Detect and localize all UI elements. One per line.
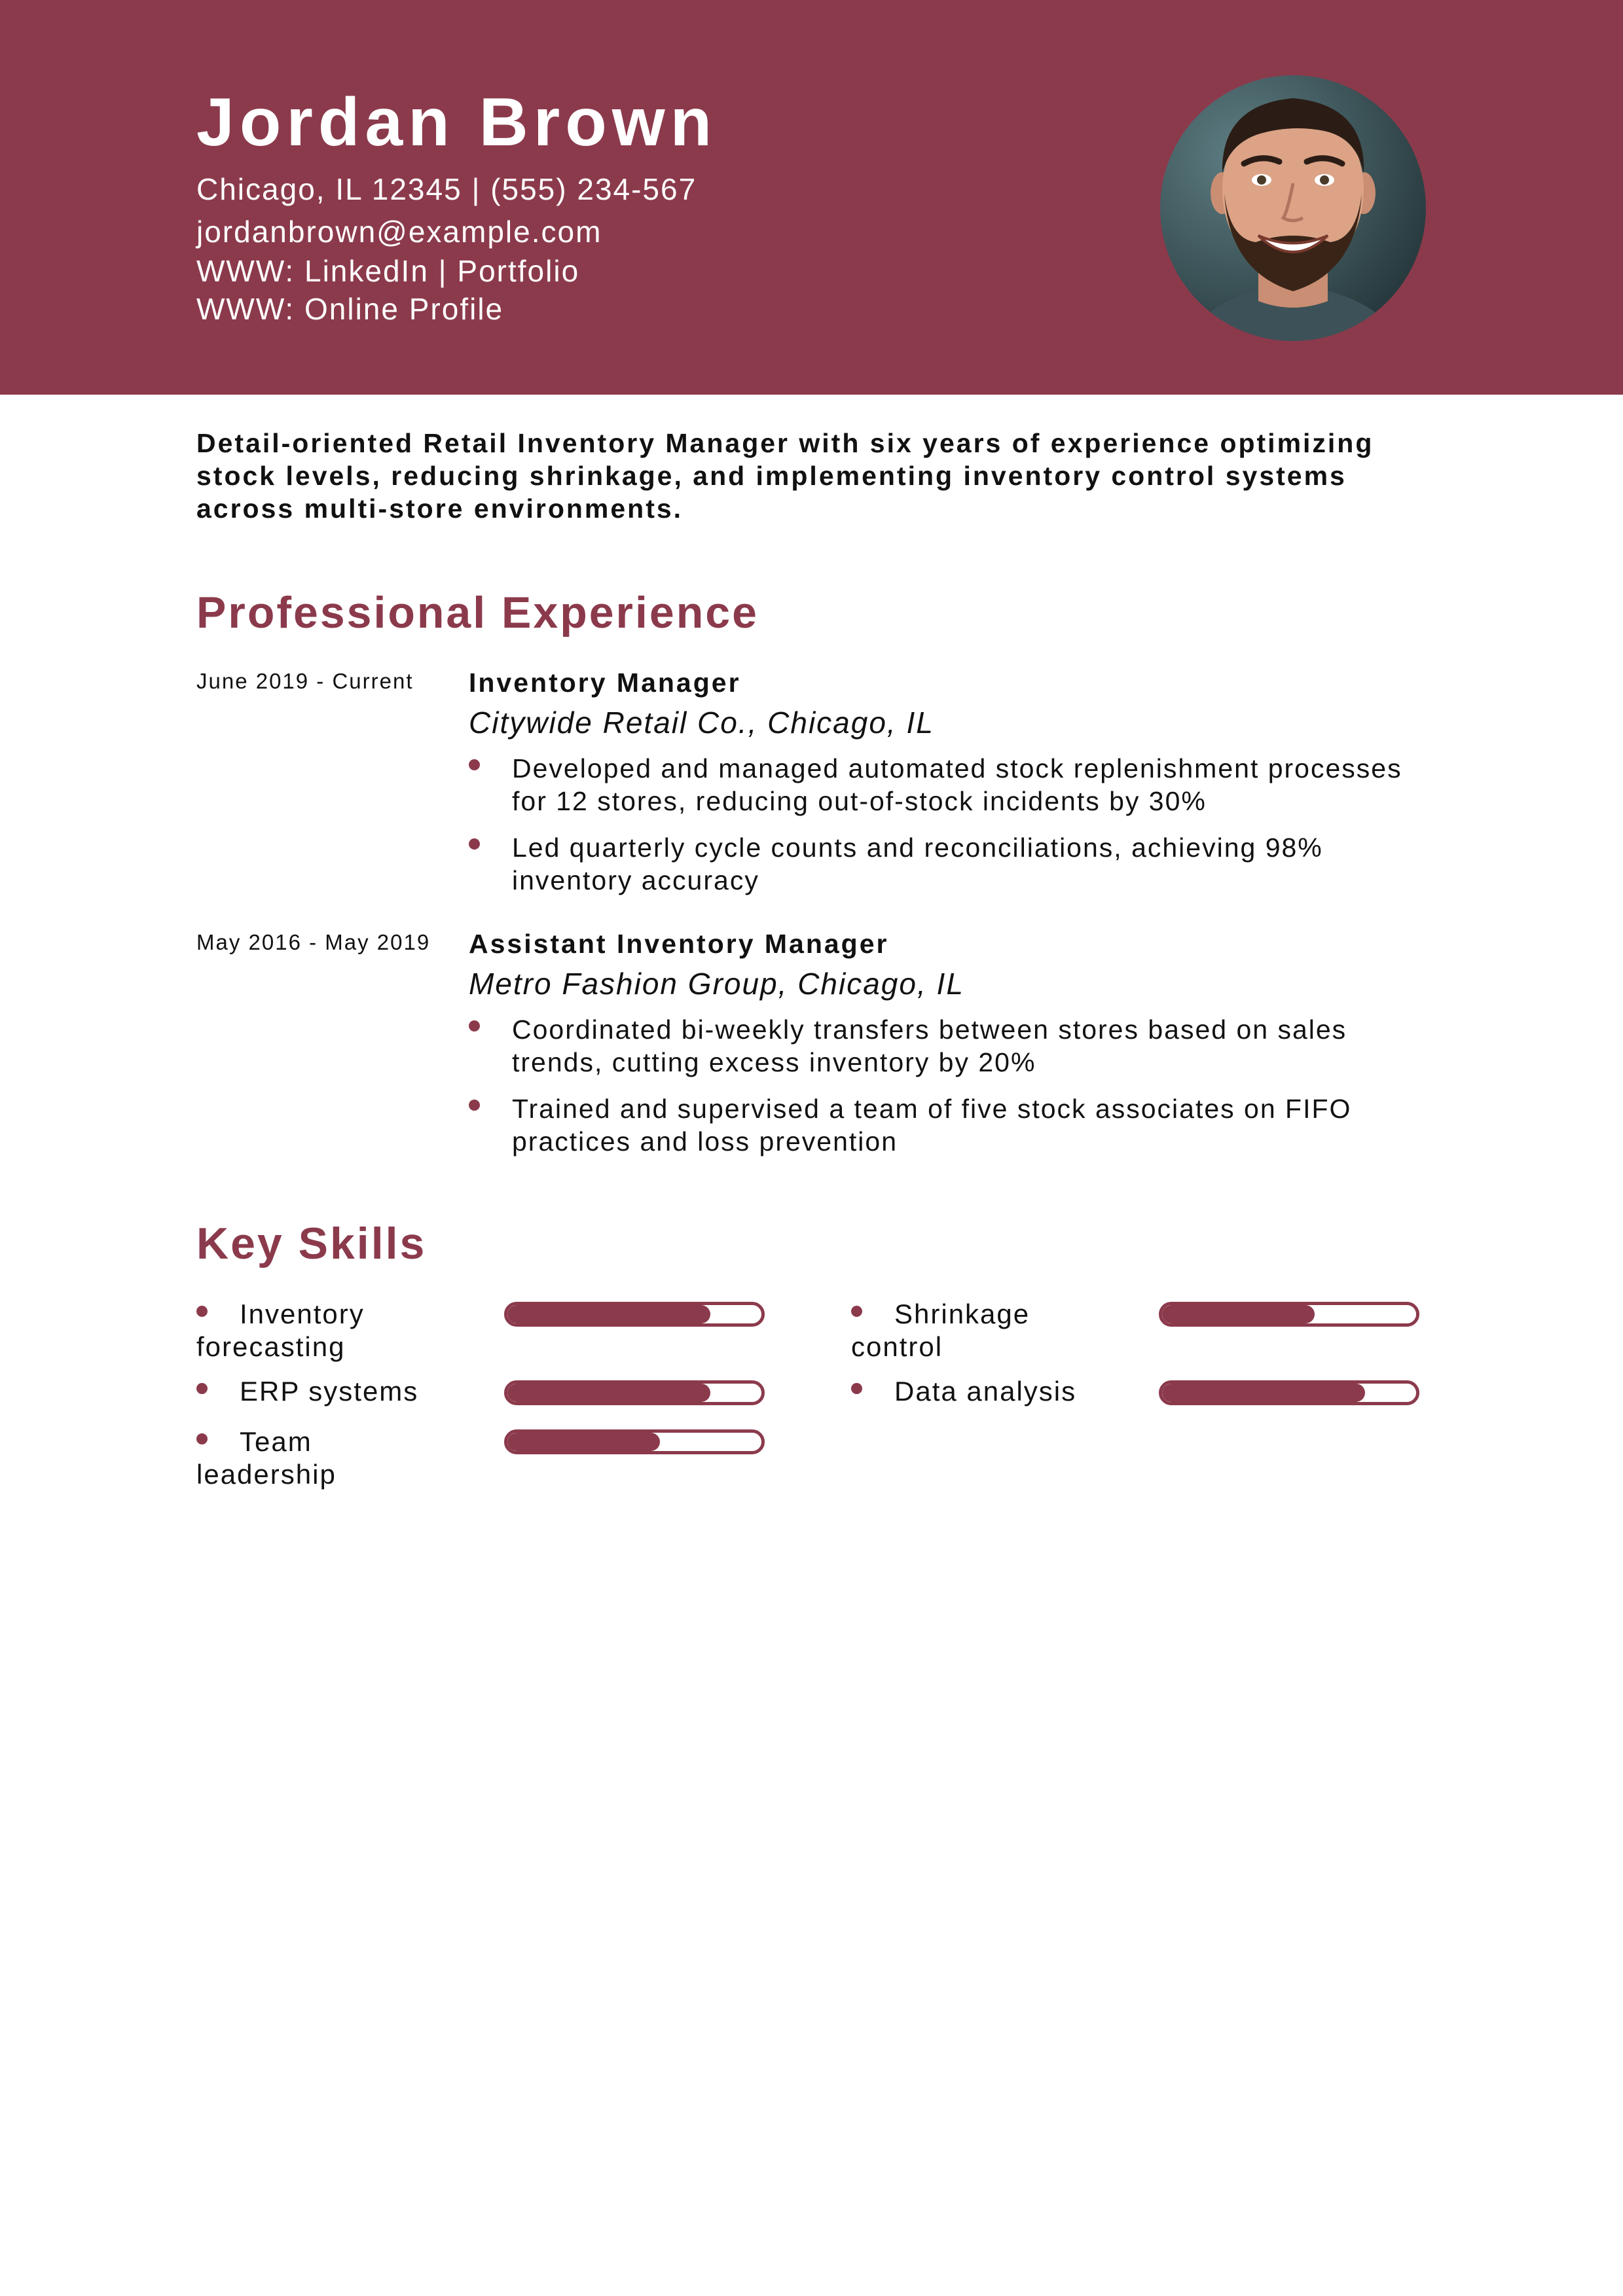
job-company: Citywide Retail Co., Chicago, IL <box>469 706 934 740</box>
job-bullet: Led quarterly cycle counts and reconciliations, achieving 98% inventory accuracy <box>512 833 1323 895</box>
job-company: Metro Fashion Group, Chicago, IL <box>469 967 964 1001</box>
skill-label: Shrinkage control <box>851 1299 1030 1362</box>
section-title-experience: Professional Experience <box>196 588 759 637</box>
skill-level-fill <box>1162 1305 1315 1323</box>
job-dates: June 2019 - Current <box>196 669 414 693</box>
bullet-icon <box>469 1100 480 1111</box>
address-phone: Chicago, IL 12345 | (555) 234-567 <box>196 172 697 206</box>
skill-level-bar <box>1159 1380 1419 1405</box>
job-title: Assistant Inventory Manager <box>469 929 889 959</box>
bullet-icon <box>469 1020 480 1031</box>
skill-level-bar <box>1159 1302 1419 1327</box>
professional-summary: Detail-oriented Retail Inventory Manager with six years of experience optimizing stock levels, reducing shrinkage, and implementing inventory control systems across multi-store environments. <box>196 428 1374 524</box>
section-title-skills: Key Skills <box>196 1219 427 1268</box>
bullet-icon <box>469 838 480 850</box>
skill-label: Data analysis <box>894 1376 1077 1407</box>
candidate-name: Jordan Brown <box>196 84 718 160</box>
job-bullet: Coordinated bi-weekly transfers between stores based on sales trends, cutting excess inventory by 20% <box>512 1014 1347 1077</box>
header-banner <box>0 0 1623 395</box>
bullet-icon <box>469 759 480 770</box>
email-link[interactable]: jordanbrown@example.com <box>196 215 602 249</box>
profile-photo <box>1160 75 1426 341</box>
skill-label: Inventory forecasting <box>196 1299 365 1362</box>
skill-level-bar <box>504 1429 765 1454</box>
skill-label: Team leadership <box>196 1426 337 1490</box>
web-profile-link[interactable]: WWW: Online Profile <box>196 292 504 326</box>
job-dates: May 2016 - May 2019 <box>196 930 431 954</box>
skill-level-fill <box>507 1433 660 1451</box>
job-bullet: Developed and managed automated stock replenishment processes for 12 stores, reducing out-of-stock incidents by 30% <box>512 753 1402 816</box>
skill-level-fill <box>1162 1384 1365 1402</box>
skill-level-fill <box>507 1384 710 1402</box>
skill-label: ERP systems <box>240 1376 419 1407</box>
skill-level-bar <box>504 1380 765 1405</box>
job-title: Inventory Manager <box>469 668 741 698</box>
web-links[interactable]: WWW: LinkedIn | Portfolio <box>196 254 580 288</box>
job-bullet: Trained and supervised a team of five stock associates on FIFO practices and loss prevention <box>512 1094 1352 1157</box>
skill-level-fill <box>507 1305 710 1323</box>
skill-level-bar <box>504 1302 765 1327</box>
